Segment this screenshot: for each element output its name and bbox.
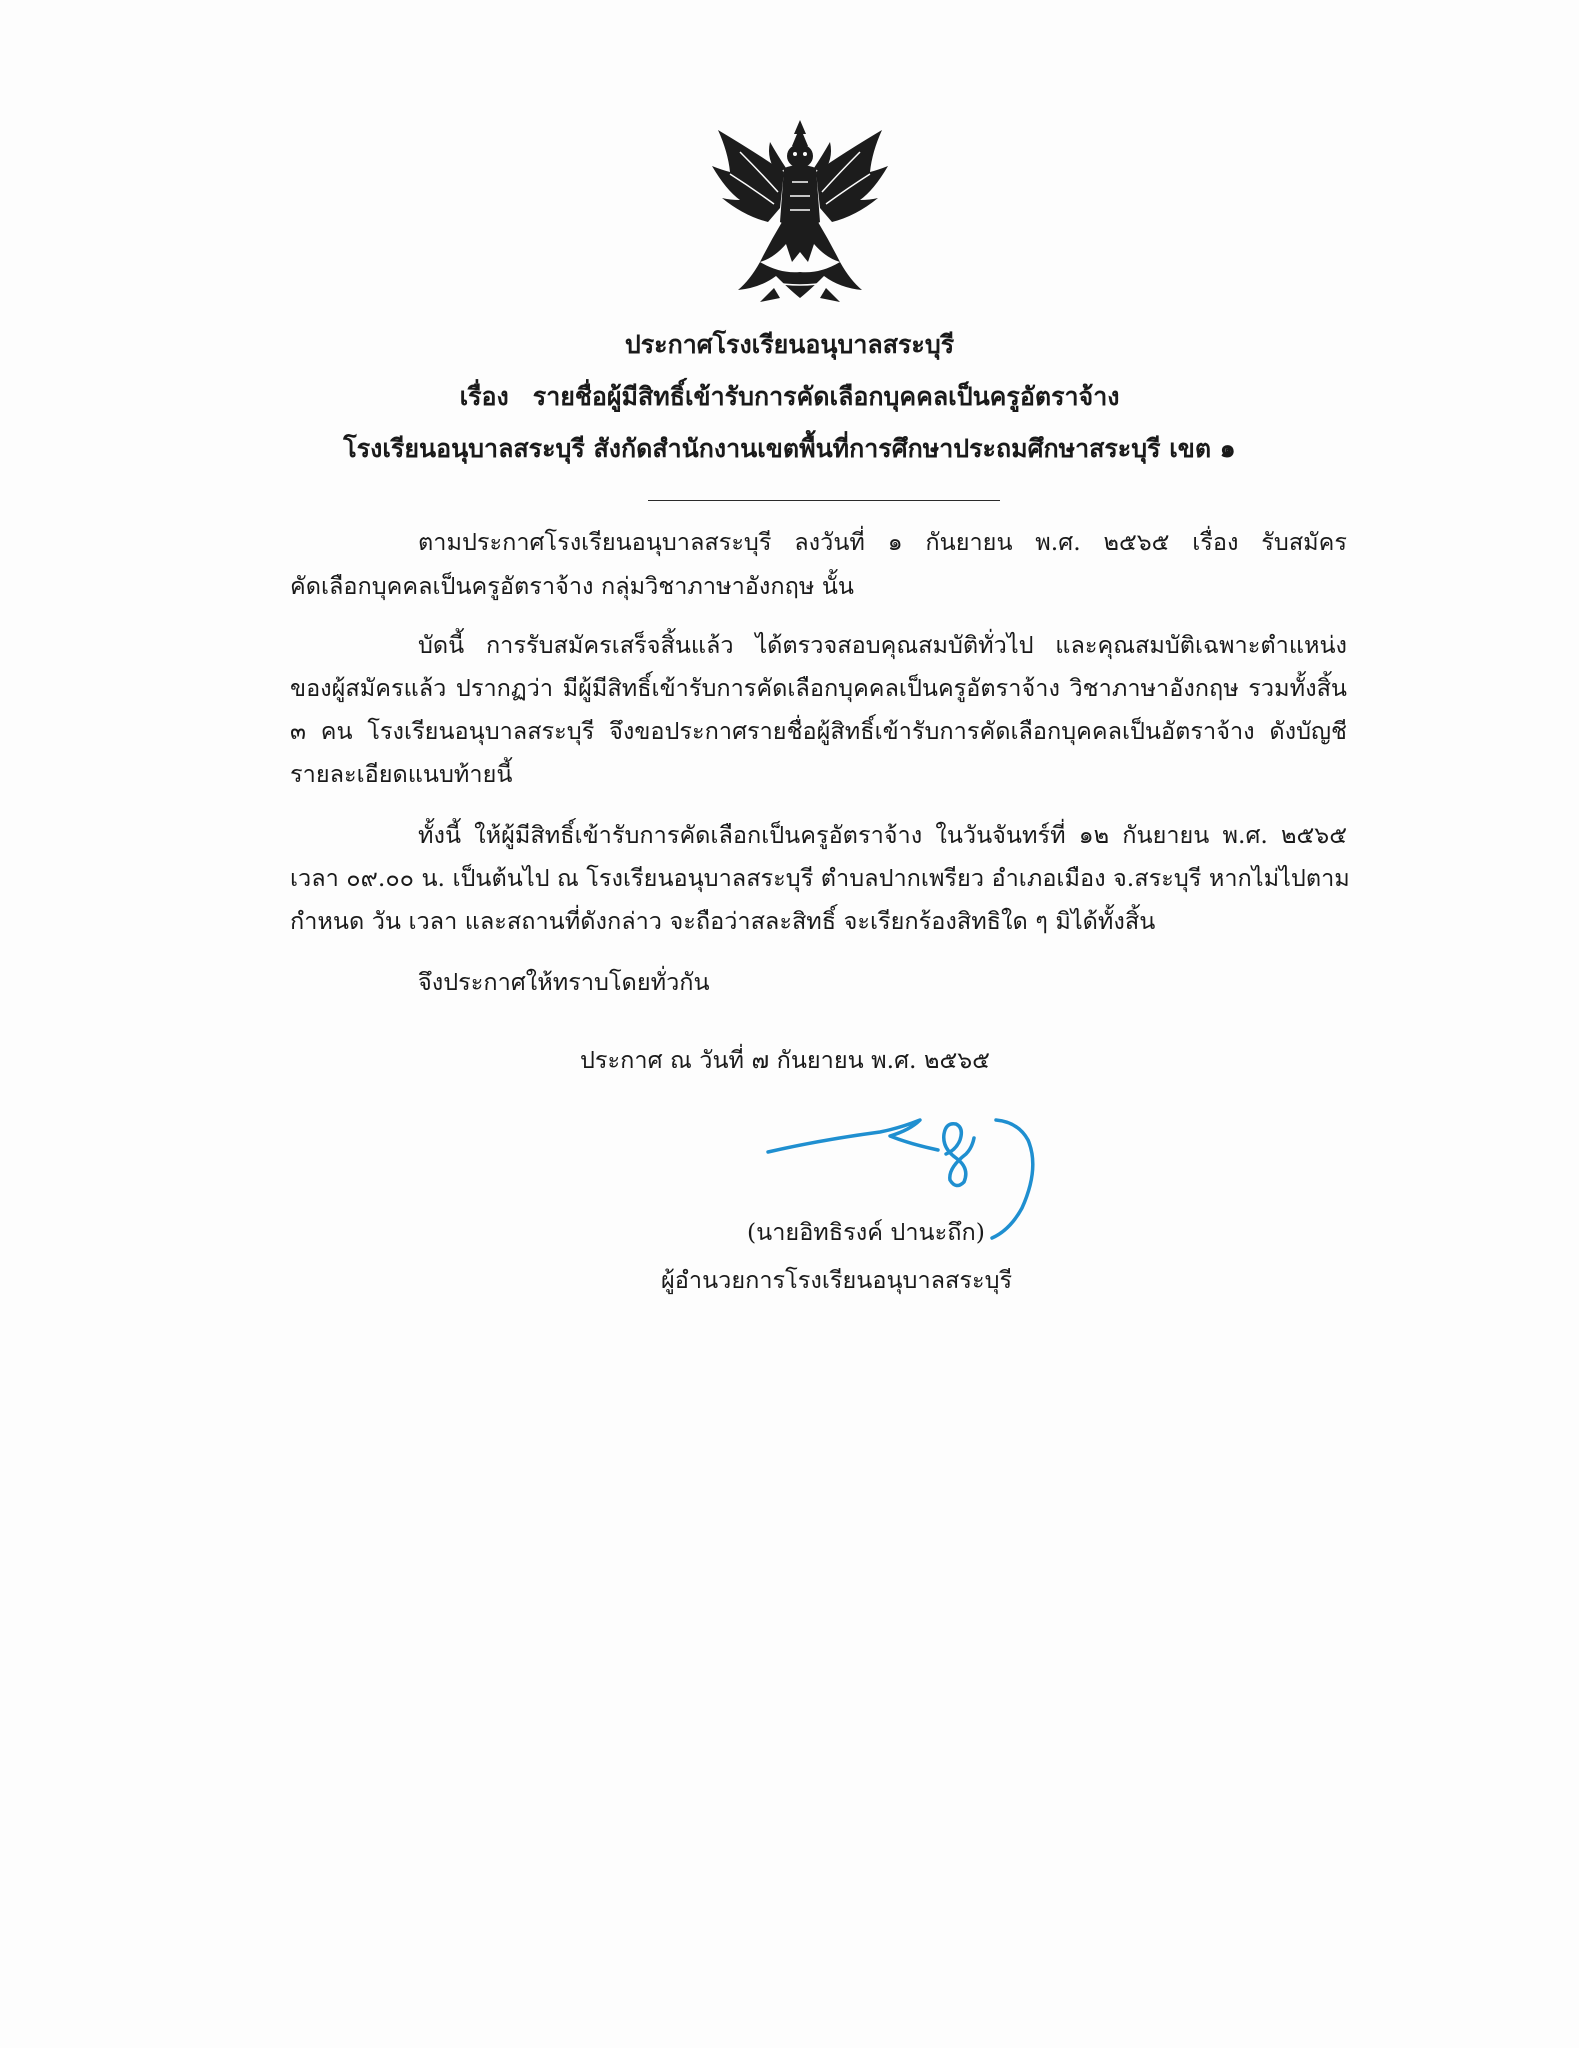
paragraph-4: จึงประกาศให้ทราบโดยทั่วกัน [418, 968, 710, 996]
garuda-emblem-icon [700, 112, 900, 307]
subject-label: เรื่อง [459, 382, 509, 411]
subject-text: รายชื่อผู้มีสิทธิ์เข้ารับการคัดเลือกบุคคลเป็นครูอัตราจ้าง [532, 382, 1120, 411]
signatory-position: ผู้อำนวยการโรงเรียนอนุบาลสระบุรี [661, 1266, 1013, 1294]
paragraph-1-line-2: คัดเลือกบุคคลเป็นครูอัตราจ้าง กลุ่มวิชาภาษาอังกฤษ นั้น [290, 572, 854, 600]
paragraph-3-line-1: ทั้งนี้ ให้ผู้มีสิทธิ์เข้ารับการคัดเลือกเป็นครูอัตราจ้าง ในวันจันทร์ที่ ๑๒ กันยายน พ.ศ. ๒๕๖๕ [418, 821, 1347, 849]
header-divider [648, 500, 1000, 501]
paragraph-2-line-3: ๓ คน โรงเรียนอนุบาลสระบุรี จึงขอประกาศรายชื่อผู้สิทธิ์เข้ารับการคัดเลือกบุคคลเป็นอัตราจ้าง ดังบัญชี [290, 717, 1347, 745]
paragraph-2-line-2: ของผู้สมัครแล้ว ปรากฏว่า มีผู้มีสิทธิ์เข้ารับการคัดเลือกบุคคลเป็นครูอัตราจ้าง วิชาภาษาอังกฤษ รวมทั้งสิ้น [290, 674, 1347, 702]
paragraph-3-line-2: เวลา ๐๙.๐๐ น. เป็นต้นไป ณ โรงเรียนอนุบาลสระบุรี ตำบลปากเพรียว อำเภอเมือง จ.สระบุรี หากไม่ไปตาม [290, 864, 1350, 892]
paragraph-3-line-3: กำหนด วัน เวลา และสถานที่ดังกล่าว จะถือว่าสละสิทธิ์ จะเรียกร้องสิทธิใด ๆ มิได้ทั้งสิ้น [290, 907, 1156, 935]
paragraph-2-line-1: บัดนี้ การรับสมัครเสร็จสิ้นแล้ว ได้ตรวจสอบคุณสมบัติทั่วไป และคุณสมบัติเฉพาะตำแหน่ง [418, 631, 1347, 659]
announcement-title: ประกาศโรงเรียนอนุบาลสระบุรี [624, 330, 955, 359]
paragraph-2-line-4: รายละเอียดแนบท้ายนี้ [290, 760, 513, 788]
announcement-subject [0, 382, 1579, 412]
announcement-organization: โรงเรียนอนุบาลสระบุรี สังกัดสำนักงานเขตพื้นที่การศึกษาประถมศึกษาสระบุรี เขต ๑ [343, 434, 1236, 463]
signatory-name: (นายอิทธิรงค์ ปานะถึก) [747, 1218, 985, 1246]
paragraph-1-line-1: ตามประกาศโรงเรียนอนุบาลสระบุรี ลงวันที่ ๑ กันยายน พ.ศ. ๒๕๖๕ เรื่อง รับสมัคร [418, 528, 1347, 556]
announcement-date: ประกาศ ณ วันที่ ๗ กันยายน พ.ศ. ๒๕๖๕ [580, 1046, 990, 1074]
